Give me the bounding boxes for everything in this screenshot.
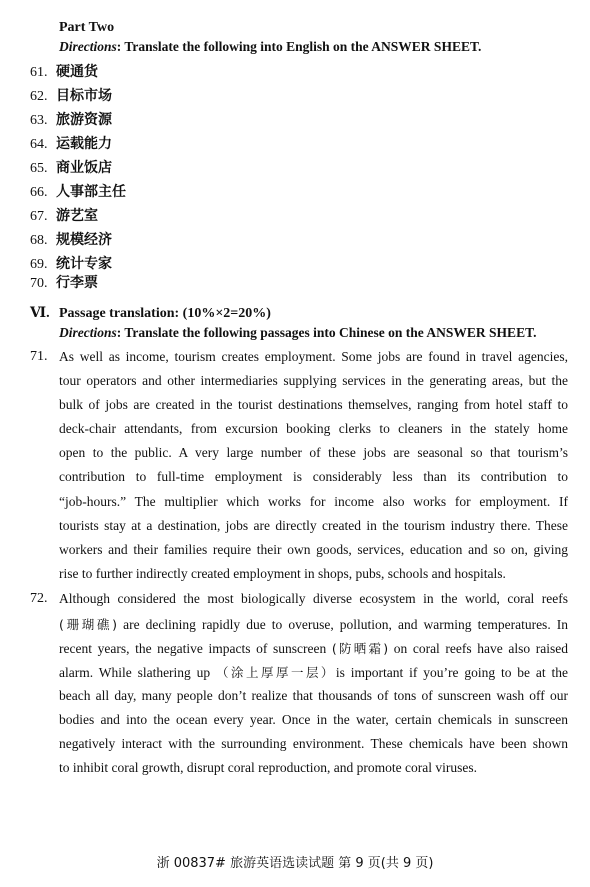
section-directions	[59, 325, 536, 341]
list-item	[30, 133, 112, 153]
passage-line	[59, 639, 568, 657]
item-text: 运载能力	[56, 136, 112, 152]
passage-line: As well as income, tourism creates employment. Some jobs are found in travel agencies,	[59, 349, 568, 364]
directions-label: Directions	[59, 39, 117, 54]
item-text: 行李票	[56, 275, 98, 291]
passage-line: rise to further indirectly created employment in shops, pubs, schools and hospitals.	[59, 566, 506, 581]
footer-text: 旅游英语选读试题 第 9 页(共 9 页)	[225, 856, 434, 871]
passage-text: recent years, the negative impacts of sunscreen	[59, 641, 332, 656]
list-item	[30, 85, 112, 105]
item-number: 66.	[30, 185, 48, 200]
item-text: 游艺室	[56, 208, 98, 224]
item-text: 统计专家	[56, 256, 112, 272]
item-number: 70.	[30, 276, 48, 291]
item-number: 62.	[30, 89, 48, 104]
list-item	[30, 109, 112, 129]
item-text: 人事部主任	[56, 184, 126, 200]
passage-line: negatively interact with the surrounding environment. These chemicals have been shown	[59, 736, 568, 751]
inline-chinese-term: (珊瑚礁)	[59, 617, 118, 632]
list-item	[30, 61, 98, 81]
list-item	[30, 205, 98, 225]
passage-line: to inhibit coral growth, disrupt coral reproduction, and promote coral viruses.	[59, 760, 478, 775]
item-text: 商业饭店	[56, 160, 112, 176]
footer-prefix: 浙 00837#	[156, 856, 226, 871]
passage-line	[59, 663, 568, 681]
item-number: 69.	[30, 257, 48, 272]
passage-line	[59, 615, 568, 633]
passage-text: alarm. While slathering up	[59, 665, 217, 680]
item-number: 61.	[30, 65, 48, 80]
passage-line: open to the public. A very large number of these jobs are seasonal so that tourism’s	[59, 445, 568, 460]
list-item	[30, 272, 98, 292]
item-number: 64.	[30, 137, 48, 152]
page-footer	[0, 852, 590, 871]
passage-line: contribution to full-time employment is considerably less than its contribution to	[59, 469, 568, 484]
passage-number: 71.	[30, 349, 48, 364]
list-item	[30, 181, 126, 201]
passage-line: deck-chair attendants, from excursion booking clerks to cleaners in the stately home	[59, 421, 568, 436]
passage-line: beach all day, many people don’t realize that thousands of tons of sunscreen wash off our	[59, 688, 568, 703]
directions-text: : Translate the following passages into Chinese on the ANSWER SHEET.	[116, 325, 537, 340]
directions-text: : Translate the following into English on the ANSWER SHEET.	[116, 39, 482, 54]
part-directions	[59, 39, 481, 55]
list-item	[30, 253, 112, 273]
passage-number: 72.	[30, 591, 48, 606]
passage-text: are declining rapidly due to overuse, pollution, and warming temperatures. In	[117, 617, 569, 632]
passage-line: tourists stay at a destination, jobs are directly created in the tourism industry there. These	[59, 518, 568, 533]
inline-chinese-term: (防晒霜)	[331, 641, 389, 656]
item-number: 65.	[30, 161, 48, 176]
item-text: 目标市场	[56, 88, 112, 104]
passage-line: workers and their families require their own goods, services, education and so on, giving	[59, 542, 568, 557]
section-title: Passage translation: (10%×2=20%)	[59, 306, 271, 321]
list-item	[30, 229, 112, 249]
item-text: 旅游资源	[56, 112, 112, 128]
part-title: Part Two	[59, 20, 115, 35]
passage-line: bulk of jobs are created in the tourist destinations themselves, ranging from hotel staff to	[59, 397, 568, 412]
passage-line: tour operators and other intermediaries supplying services in the generating areas, but the	[59, 373, 568, 388]
inline-chinese-term: （涂上厚厚一层）	[216, 665, 336, 680]
item-number: 68.	[30, 233, 48, 248]
passage-line: “job-hours.” The multiplier which works for income also works for employment. If	[59, 494, 568, 509]
item-number: 63.	[30, 113, 48, 128]
passage-text: on coral reefs have also raised	[388, 641, 568, 656]
passage-text: is important if you’re going to be at the	[335, 665, 568, 680]
passage-line: Although considered the most biologically diverse ecosystem in the world, coral reefs	[59, 591, 568, 606]
section-numeral: Ⅵ.	[30, 306, 50, 321]
item-text: 硬通货	[56, 64, 98, 80]
item-text: 规模经济	[56, 232, 112, 248]
list-item	[30, 157, 112, 177]
passage-line: bodies and into the ocean every year. Once in the water, certain chemicals in sunscreen	[59, 712, 568, 727]
item-number: 67.	[30, 209, 48, 224]
directions-label: Directions	[59, 325, 117, 340]
